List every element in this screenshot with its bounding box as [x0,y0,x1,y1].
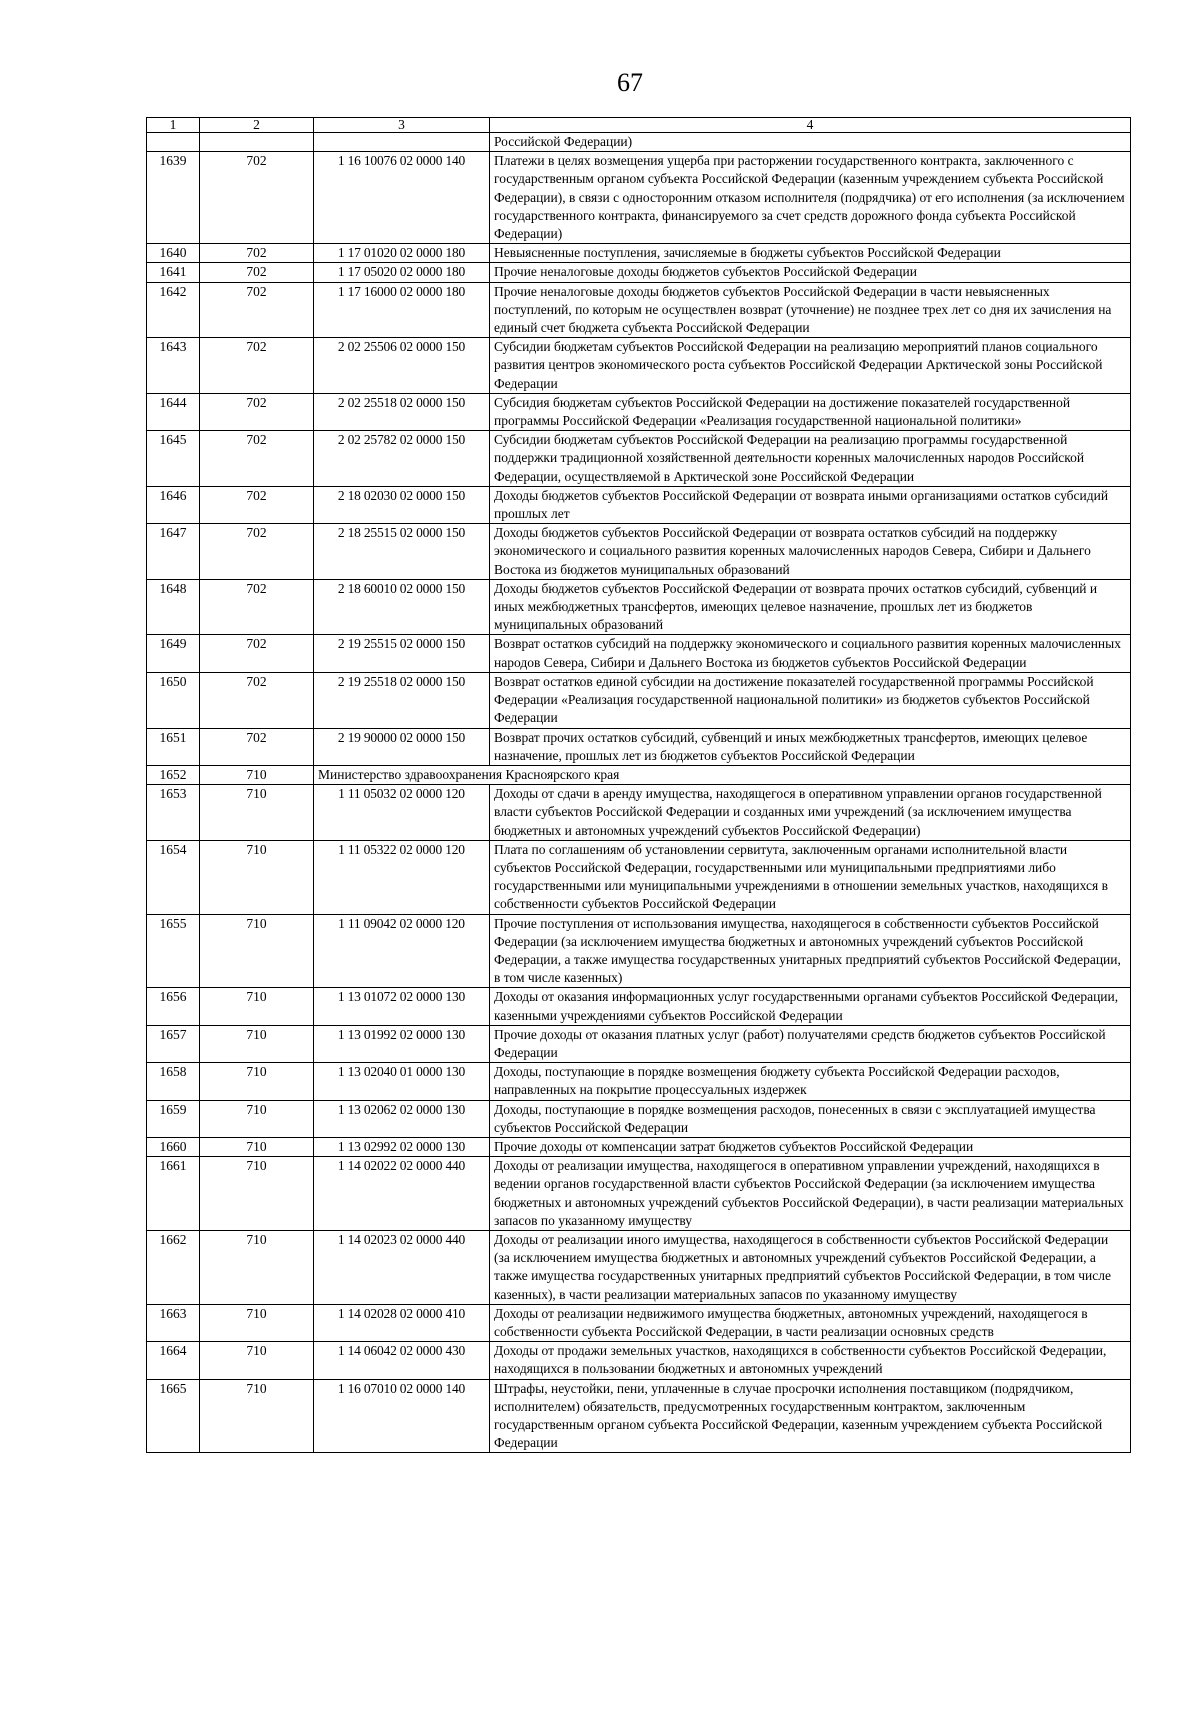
admin-code: 710 [200,1230,314,1304]
admin-code: 710 [200,1304,314,1341]
row-number: 1647 [147,524,200,580]
income-description: Доходы бюджетов субъектов Российской Федерации от возврата иными организациями остатков субсидий прошлых лет [490,486,1131,523]
page-number: 67 [617,68,643,97]
income-description: Невыясненные поступления, зачисляемые в бюджеты субъектов Российской Федерации [490,244,1131,263]
admin-code: 702 [200,579,314,635]
table-row [147,152,1131,244]
budget-code: 1 14 02023 02 0000 440 [314,1230,490,1304]
admin-code: 710 [200,1025,314,1062]
income-description: Прочие неналоговые доходы бюджетов субъектов Российской Федерации в части невыясненных поступлений, по которым не осуществлен возврат (уточнение) не позднее трех лет со дня их зачисления на единый счет бюджета субъекта Российской Федерации [490,282,1131,338]
income-description: Доходы от оказания информационных услуг государственными органами субъектов Российской Федерации, казенными учреждениями субъектов Российской Федерации [490,988,1131,1025]
income-description: Доходы от сдачи в аренду имущества, находящегося в оперативном управлении органов государственной власти субъектов Российской Федерации и созданных ими учреждений (за исключением имущества бюджетных и автономных учреждений субъектов Российской Федерации) [490,785,1131,841]
table-row [147,263,1131,282]
budget-code: 2 19 25515 02 0000 150 [314,635,490,672]
income-description: Субсидия бюджетам субъектов Российской Федерации на достижение показателей государственной программы Российской Федерации «Реализация государственной национальной политики» [490,393,1131,430]
admin-code: 702 [200,338,314,394]
column-header-4: 4 [490,118,1131,133]
table-row [147,1379,1131,1453]
income-description: Доходы от продажи земельных участков, находящихся в собственности субъектов Российской Федерации, находящихся в пользовании бюджетных и автономных учреждений [490,1342,1131,1379]
row-number: 1643 [147,338,200,394]
income-description: Доходы, поступающие в порядке возмещения бюджету субъекта Российской Федерации расходов, направленных на покрытие процессуальных издержек [490,1063,1131,1100]
admin-code: 702 [200,524,314,580]
row-number: 1652 [147,765,200,784]
table-body [147,133,1131,1453]
row-number: 1659 [147,1100,200,1137]
admin-code: 710 [200,1379,314,1453]
admin-code: 702 [200,282,314,338]
table-row [147,914,1131,988]
row-number: 1646 [147,486,200,523]
budget-code: 1 13 02992 02 0000 130 [314,1137,490,1156]
budget-code: 1 11 05322 02 0000 120 [314,840,490,914]
row-number: 1641 [147,263,200,282]
budget-code: 1 14 06042 02 0000 430 [314,1342,490,1379]
budget-code: 1 14 02028 02 0000 410 [314,1304,490,1341]
table-row [147,431,1131,487]
row-number: 1644 [147,393,200,430]
income-description: Доходы от реализации недвижимого имущества бюджетных, автономных учреждений, находящегося в собственности субъекта Российской Федерации, в части реализации основных средств [490,1304,1131,1341]
admin-code: 702 [200,244,314,263]
row-number: 1650 [147,672,200,728]
table-row [147,1157,1131,1231]
income-description: Прочие доходы от компенсации затрат бюджетов субъектов Российской Федерации [490,1137,1131,1156]
table-row [147,486,1131,523]
income-description: Штрафы, неустойки, пени, уплаченные в случае просрочки исполнения поставщиком (подрядчиком, исполнителем) обязательств, предусмотренных государственным контрактом, заключенным государственным органом субъекта Российской Федерации, казенным учреждением субъекта Российской Федерации [490,1379,1131,1453]
budget-code: 2 19 25518 02 0000 150 [314,672,490,728]
budget-code: 2 18 02030 02 0000 150 [314,486,490,523]
row-number: 1655 [147,914,200,988]
budget-code: 1 17 01020 02 0000 180 [314,244,490,263]
budget-code: 2 02 25518 02 0000 150 [314,393,490,430]
table-row [147,524,1131,580]
budget-code: 1 16 10076 02 0000 140 [314,152,490,244]
income-description: Субсидии бюджетам субъектов Российской Федерации на реализацию мероприятий планов социального развития центров экономического роста субъектов Российской Федерации Арктической зоны Российской Федерации [490,338,1131,394]
table-row [147,1025,1131,1062]
income-description: Доходы бюджетов субъектов Российской Федерации от возврата прочих остатков субсидий, субвенций и иных межбюджетных трансфертов, имеющих целевое назначение, прошлых лет из бюджетов муниципальных образований [490,579,1131,635]
income-description: Доходы от реализации имущества, находящегося в оперативном управлении учреждений, находящихся в ведении органов государственной власти субъектов Российской Федерации (за исключением имущества бюджетных и автономных учреждений субъектов Российской Федерации), в части реализации материальных запасов по указанному имуществу [490,1157,1131,1231]
budget-code: 1 16 07010 02 0000 140 [314,1379,490,1453]
budget-code: 1 13 01992 02 0000 130 [314,1025,490,1062]
income-description: Доходы от реализации иного имущества, находящегося в собственности субъектов Российской Федерации (за исключением имущества бюджетных и автономных учреждений субъектов Российской Федерации, а также имущества государственных унитарных предприятий субъектов Российской Федерации, в том числе казенных), в части реализации материальных запасов по указанному имуществу [490,1230,1131,1304]
table-row [147,1100,1131,1137]
table-row [147,765,1131,784]
table-row [147,1063,1131,1100]
budget-code: 1 13 02040 01 0000 130 [314,1063,490,1100]
table-row [147,338,1131,394]
row-number: 1656 [147,988,200,1025]
admin-code: 702 [200,393,314,430]
budget-code: 1 14 02022 02 0000 440 [314,1157,490,1231]
admin-code: 710 [200,1100,314,1137]
budget-code: 2 18 25515 02 0000 150 [314,524,490,580]
table-row [147,840,1131,914]
income-description: Прочие поступления от использования имущества, находящегося в собственности субъектов Российской Федерации (за исключением имущества бюджетных и автономных учреждений субъектов Российской Федерации, а также имущества государственных унитарных предприятий субъектов Российской Федерации, в том числе казенных) [490,914,1131,988]
admin-code: 702 [200,431,314,487]
row-number: 1661 [147,1157,200,1231]
income-description: Платежи в целях возмещения ущерба при расторжении государственного контракта, заключенного с государственным органом субъекта Российской Федерации (казенным учреждением субъекта Российской Федерации), в связи с односторонним отказом исполнителя (подрядчика) от его исполнения (за исключением государственного контракта, финансируемого за счет средств дорожного фонда субъекта Российской Федерации) [490,152,1131,244]
budget-code: 1 17 05020 02 0000 180 [314,263,490,282]
budget-code: 2 18 60010 02 0000 150 [314,579,490,635]
table-row [147,1304,1131,1341]
income-description: Доходы бюджетов субъектов Российской Федерации от возврата остатков субсидий на поддержку экономического и социального развития коренных малочисленных народов Севера, Сибири и Дальнего Востока из бюджетов муниципальных образований [490,524,1131,580]
table-header-row [147,118,1131,133]
column-header-1: 1 [147,118,200,133]
admin-code: 702 [200,263,314,282]
budget-code: 1 17 16000 02 0000 180 [314,282,490,338]
admin-code: 710 [200,1137,314,1156]
admin-code: 702 [200,672,314,728]
table-row [147,1230,1131,1304]
table-row [147,244,1131,263]
table-row [147,728,1131,765]
section-heading: Министерство здравоохранения Красноярского края [314,765,1131,784]
admin-code: 710 [200,1063,314,1100]
income-description: Возврат прочих остатков субсидий, субвенций и иных межбюджетных трансфертов, имеющих целевое назначение, прошлых лет из бюджетов субъектов Российской Федерации [490,728,1131,765]
row-number: 1658 [147,1063,200,1100]
row-number: 1645 [147,431,200,487]
continuation-text: Российской Федерации) [490,133,1131,152]
admin-code: 702 [200,486,314,523]
income-description: Субсидии бюджетам субъектов Российской Федерации на реализацию программы государственной поддержки традиционной хозяйственной деятельности коренных малочисленных народов Российской Федерации, осуществляемой в Арктической зоне Российской Федерации [490,431,1131,487]
row-number: 1648 [147,579,200,635]
row-number: 1649 [147,635,200,672]
row-number: 1665 [147,1379,200,1453]
column-header-2: 2 [200,118,314,133]
row-number: 1663 [147,1304,200,1341]
admin-code: 702 [200,152,314,244]
budget-code-table [146,117,1131,1453]
income-description: Прочие неналоговые доходы бюджетов субъектов Российской Федерации [490,263,1131,282]
admin-code: 710 [200,914,314,988]
admin-code: 710 [200,1157,314,1231]
admin-code: 702 [200,728,314,765]
continuation-row [147,133,1131,152]
income-description: Плата по соглашениям об установлении сервитута, заключенным органами исполнительной власти субъектов Российской Федерации, государственными или муниципальными предприятиями либо государственными или муниципальными учреждениями в отношении земельных участков, находящихся в собственности субъектов Российской Федерации [490,840,1131,914]
row-number: 1657 [147,1025,200,1062]
budget-code: 2 02 25782 02 0000 150 [314,431,490,487]
admin-code: 710 [200,765,314,784]
table-row [147,282,1131,338]
admin-code: 710 [200,840,314,914]
income-description: Возврат остатков субсидий на поддержку экономического и социального развития коренных малочисленных народов Севера, Сибири и Дальнего Востока из бюджетов субъектов Российской Федерации [490,635,1131,672]
budget-code: 1 11 09042 02 0000 120 [314,914,490,988]
table-row [147,579,1131,635]
income-description: Прочие доходы от оказания платных услуг (работ) получателями средств бюджетов субъектов Российской Федерации [490,1025,1131,1062]
row-number: 1640 [147,244,200,263]
table-row [147,988,1131,1025]
budget-code: 2 19 90000 02 0000 150 [314,728,490,765]
row-number: 1654 [147,840,200,914]
table-row [147,1137,1131,1156]
row-number: 1642 [147,282,200,338]
income-description: Доходы, поступающие в порядке возмещения расходов, понесенных в связи с эксплуатацией имущества субъектов Российской Федерации [490,1100,1131,1137]
row-number: 1653 [147,785,200,841]
row-number: 1660 [147,1137,200,1156]
admin-code: 710 [200,1342,314,1379]
budget-code: 1 13 01072 02 0000 130 [314,988,490,1025]
table-row [147,635,1131,672]
budget-code: 1 13 02062 02 0000 130 [314,1100,490,1137]
table-row [147,393,1131,430]
table-row [147,672,1131,728]
table-row [147,1342,1131,1379]
admin-code: 710 [200,785,314,841]
row-number: 1651 [147,728,200,765]
income-description: Возврат остатков единой субсидии на достижение показателей государственной программы Российской Федерации «Реализация государственной национальной политики» из бюджетов субъектов Российской Федерации [490,672,1131,728]
admin-code: 710 [200,988,314,1025]
admin-code: 702 [200,635,314,672]
budget-code: 1 11 05032 02 0000 120 [314,785,490,841]
column-header-3: 3 [314,118,490,133]
row-number: 1639 [147,152,200,244]
budget-code: 2 02 25506 02 0000 150 [314,338,490,394]
row-number: 1664 [147,1342,200,1379]
table-row [147,785,1131,841]
row-number: 1662 [147,1230,200,1304]
